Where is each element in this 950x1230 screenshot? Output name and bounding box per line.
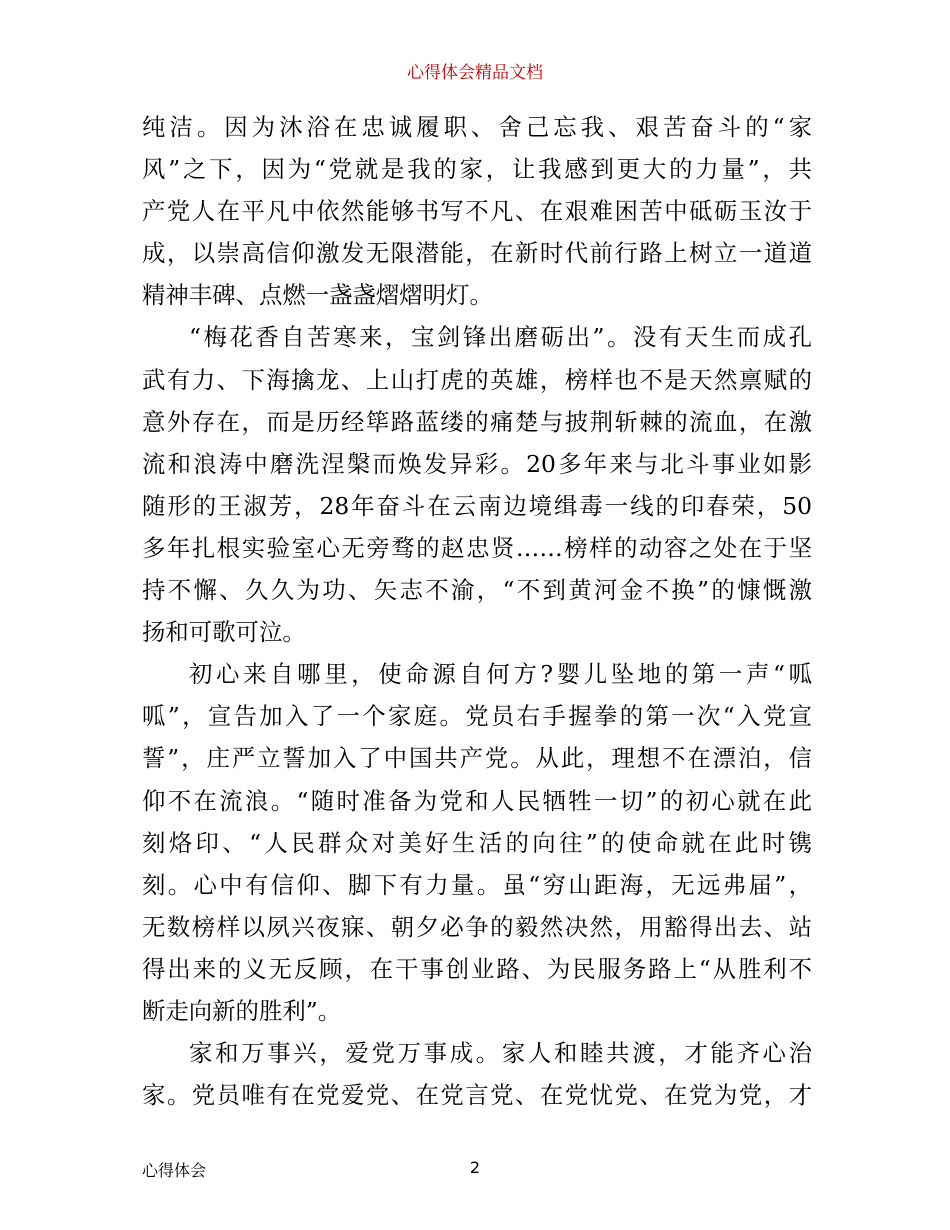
- text-line: 成，以崇高信仰激发无限潜能，在新时代前行路上树立一道道: [142, 239, 812, 268]
- text-line: 风”之下，因为“党就是我的家，让我感到更大的力量”，共: [142, 155, 812, 184]
- text-line: 精神丰碑、点燃一盏盏熠熠明灯。: [142, 281, 493, 310]
- text-line: 意外存在，而是历经筚路蓝缕的痛楚与披荆斩棘的流血，在激: [142, 407, 812, 436]
- text-line: 刻。心中有信仰、脚下有力量。虽“穷山距海，无远弗届”，: [142, 870, 812, 899]
- document-header-title: 心得体会精品文档: [407, 63, 543, 83]
- text-line: 断走向新的胜利”。: [142, 996, 342, 1025]
- text-line: 家和万事兴，爱党万事成。家人和睦共渡，才能齐心治: [189, 1039, 812, 1068]
- text-line: “梅花香自苦寒来，宝剑锋出磨砺出”。没有天生而成孔: [189, 323, 812, 352]
- text-line: 纯洁。因为沐浴在忠诚履职、舍己忘我、艰苦奋斗的“家: [142, 113, 812, 141]
- text-line: 随形的王淑芳，28年奋斗在云南边境缉毒一线的印春荣，50: [142, 491, 812, 520]
- text-line: 无数榜样以夙兴夜寐、朝夕必争的毅然决然，用豁得出去、站: [142, 912, 812, 941]
- text-line: 多年扎根实验室心无旁骛的赵忠贤……榜样的动容之处在于坚: [142, 533, 812, 562]
- footer-label: 心得体会: [142, 1161, 207, 1180]
- page-number: 2: [469, 1158, 481, 1177]
- text-line: 呱”，宣告加入了一个家庭。党员右手握拳的第一次“入党宣: [142, 702, 812, 731]
- text-line: 流和浪涛中磨洗涅槃而焕发异彩。20多年来与北斗事业如影: [142, 449, 812, 478]
- text-line: 刻烙印、“人民群众对美好生活的向往”的使命就在此时镌: [142, 828, 812, 857]
- text-line: 仰不在流浪。“随时准备为党和人民牺牲一切”的初心就在此: [142, 786, 812, 815]
- text-line: 扬和可歌可泣。: [142, 618, 306, 647]
- text-line: 誓”，庄严立誓加入了中国共产党。从此，理想不在漂泊，信: [142, 744, 812, 773]
- text-line: 家。党员唯有在党爱党、在党言党、在党忧党、在党为党，才: [142, 1081, 812, 1110]
- text-line: 持不懈、久久为功、矢志不渝，“不到黄河金不换”的慷慨激: [142, 576, 812, 605]
- text-line: 得出来的义无反顾，在干事创业路、为民服务路上“从胜利不: [142, 954, 812, 983]
- document-body: [142, 106, 812, 1116]
- text-line: 产党人在平凡中依然能够书写不凡、在艰难困苦中砥砺玉汝于: [142, 197, 812, 226]
- text-line: 初心来自哪里，使命源自何方?婴儿坠地的第一声“呱: [189, 660, 812, 689]
- text-line: 武有力、下海擒龙、上山打虎的英雄，榜样也不是天然禀赋的: [142, 365, 812, 394]
